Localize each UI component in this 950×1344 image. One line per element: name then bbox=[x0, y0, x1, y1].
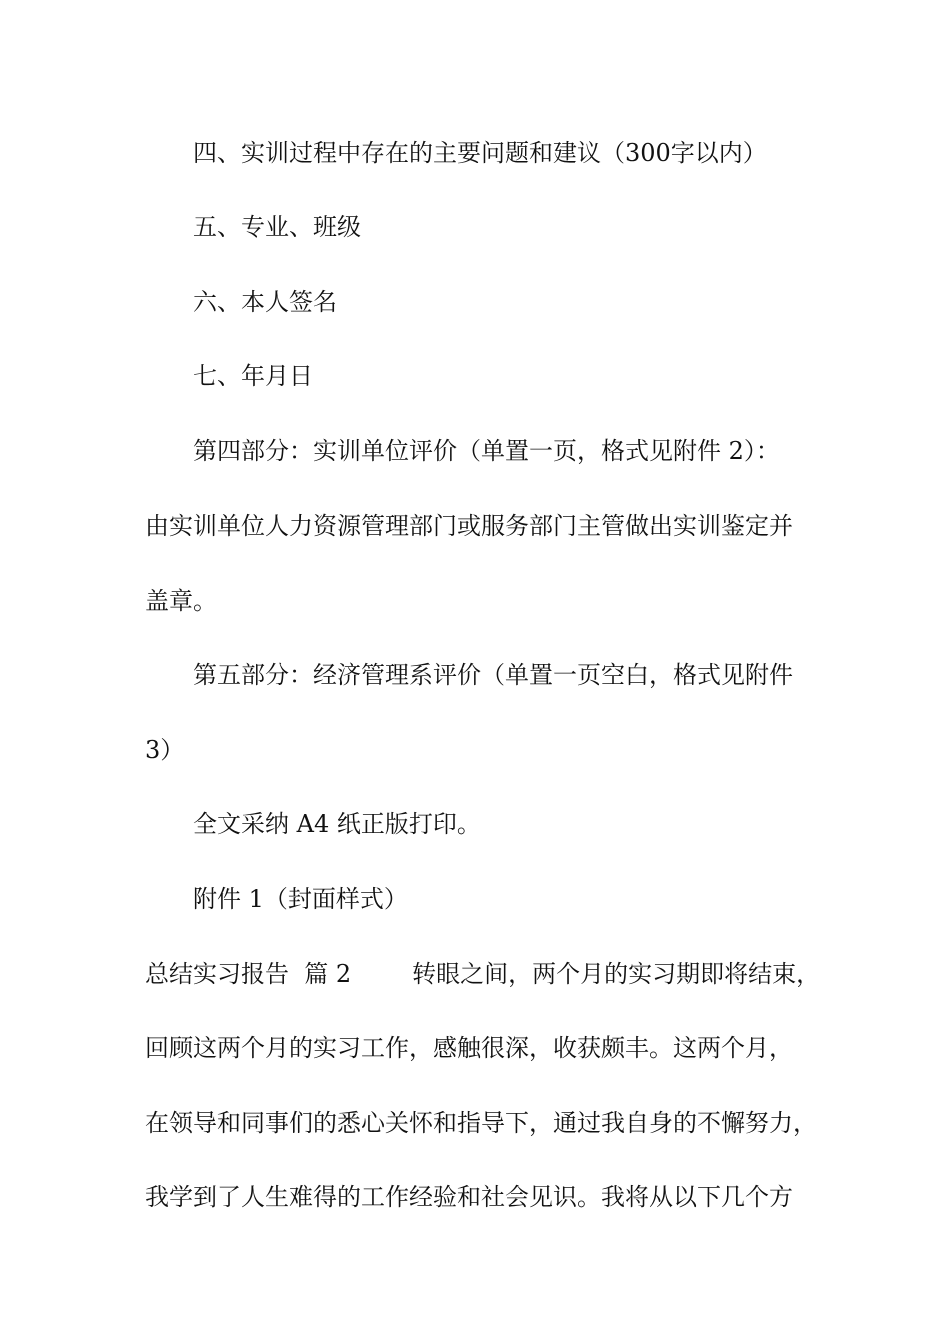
part-four-text-end: 盖章。 bbox=[145, 587, 217, 615]
part-four-text: 由实训单位人力资源管理部门或服务部门主管做出实训鉴定并 bbox=[145, 512, 793, 540]
attachment-one-heading: 附件 1（封面样式） bbox=[193, 885, 408, 913]
section-four-heading: 四、实训过程中存在的主要问题和建议（300字以内） bbox=[193, 139, 767, 167]
section-five-heading: 五、专业、班级 bbox=[193, 213, 361, 241]
report-paragraph-line: 回顾这两个月的实习工作，感触很深，收获颇丰。这两个月， bbox=[145, 1034, 793, 1062]
section-seven-heading: 七、年月日 bbox=[193, 362, 313, 390]
report-title-line: 总结实习报告 篇 2 转眼之间，两个月的实习期即将结束， bbox=[145, 960, 821, 988]
part-five-heading: 第五部分：经济管理系评价（单置一页空白，格式见附件 bbox=[193, 661, 793, 689]
report-paragraph-line: 我学到了人生难得的工作经验和社会见识。我将从以下几个方 bbox=[145, 1183, 793, 1211]
part-four-heading: 第四部分：实训单位评价（单置一页，格式见附件 2）： bbox=[193, 437, 780, 465]
print-instruction: 全文采纳 A4 纸正版打印。 bbox=[193, 810, 481, 838]
part-five-heading-end: 3） bbox=[145, 736, 185, 764]
report-paragraph-line: 在领导和同事们的悉心关怀和指导下，通过我自身的不懈努力， bbox=[145, 1109, 817, 1137]
section-six-heading: 六、本人签名 bbox=[193, 288, 337, 316]
